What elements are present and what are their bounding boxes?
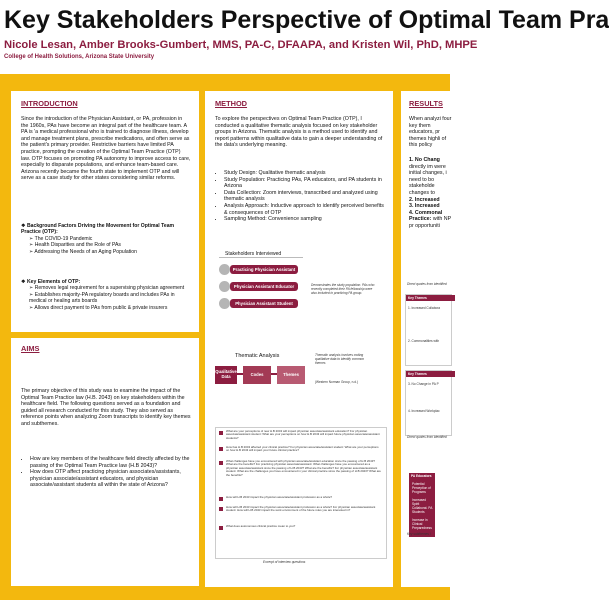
results-heading: RESULTS	[409, 99, 443, 108]
method-bullet: • Study Population: Practicing PAs, PA educators, and PA students in Arizona	[224, 177, 385, 190]
stakeholders-figure	[219, 257, 303, 328]
elements-heading: ❖ Key Elements of OTP:	[21, 279, 81, 285]
movement-item: ➢ The COVID-19 Pandemic	[29, 235, 93, 242]
poster-authors: Nicole Lesan, Amber Brooks-Gumbert, MMS, PA-C, DFAAPA, and Kristen Wil, PhD, MHPE	[4, 39, 478, 51]
introduction-body: Since the introduction of the Physician Assistant, or PA, profession in the 1960s, PAs have become an integral part of the healthcare team. A PA is 'a medical professional who is trained to diagnose illness, develop and manage treatment plans, prescribe medications, and often serve as the patient's primary provider. Restrictive barriers have limited PA practice, prompting the creation of the Optimal Team Practice (OTP) law. OTP focuses on promoting PA autonomy to improve access to care, especially to disparate populations, and enhance team-based care. Arizona recently became the fourth state to implement OTP and will serve as a case study for other states considering similar reforms.	[21, 116, 191, 182]
question-marker-icon	[219, 507, 223, 511]
table-header: Key Themes	[406, 295, 455, 301]
results-quote-caption: Direct quotes from identified	[407, 435, 447, 439]
subtheme-item: Potential Perception of Programs	[412, 482, 431, 494]
thematic-analysis-citation: (Western Norman Group, n.d.)	[315, 380, 358, 384]
table-row: 2. Commonalities with	[408, 339, 440, 343]
results-panel	[401, 91, 450, 587]
ta-step-codes: Codes	[250, 372, 264, 377]
result-theme: 1. No Chang directly im were initial changes, i need to bo stakeholde changes to	[409, 157, 447, 196]
stakeholder-icon	[219, 298, 230, 309]
aims-question: • How does OTP affect practicing physician associates/assistants, physician associate/assistant educators, and physician associate/assistant students all within the state of Arizona?	[30, 469, 193, 489]
poster-header	[0, 0, 609, 74]
introduction-heading: INTRODUCTION	[21, 99, 78, 108]
method-heading: METHOD	[215, 99, 248, 108]
method-bullets	[215, 170, 385, 223]
stakeholder-icon	[219, 281, 230, 292]
elements-item: ➢ Establishes majority-PA regulatory boards and includes PAs in medical or healing arts boards	[29, 291, 175, 305]
movement-item: ➢ Addressing the Needs of an Aging Population	[29, 248, 137, 255]
aims-heading: AIMS	[21, 344, 40, 353]
stakeholder-pa-student: Physician Assistant Student	[230, 299, 298, 308]
table-row: 3. No Change in PA P	[408, 382, 439, 386]
interview-question: How will H.B 2043 impact the physician associate/assistant profession as a whole? For physician associate/assistant student: How will H.B 2043 impact the work environment of the future roles you are interested in?	[226, 505, 376, 513]
interview-questions-box	[215, 427, 387, 559]
subtheme-item: Increased Spirit Collaborat. PA Students	[412, 498, 433, 514]
method-bullet: • Analysis Approach: Inductive approach to identify perceived benefits & consequences of OTP	[224, 203, 385, 216]
question-marker-icon	[219, 431, 223, 435]
question-marker-icon	[219, 447, 223, 451]
ta-step-themes: Themes	[283, 372, 299, 377]
subthemes-title: PA Educators	[411, 474, 432, 478]
key-themes-table-1	[405, 294, 452, 366]
movement-heading: ❖ Background Factors Driving the Movement for Optimal Team Practice (OTP):	[21, 223, 175, 236]
interview-question: What are your perceptions of new H.B 2043 will impact physician associate/assistant education? For physician associate/assistant student: What are your perceptions on how H.B 2043 will impact future physician associate/assistant students?	[226, 429, 380, 440]
table-row: 1. Increased Collabora	[408, 306, 441, 310]
result-theme: 4. Commonal Practice: with NP pr opportuniti	[409, 209, 452, 229]
poster-affiliation: College of Health Solutions, Arizona State University	[4, 54, 155, 60]
question-marker-icon	[219, 461, 223, 465]
ta-step-qualitative-data: Qualitative Data	[215, 369, 237, 379]
key-themes-table-2	[405, 370, 452, 436]
question-marker-icon	[219, 497, 223, 501]
introduction-panel	[11, 91, 199, 332]
aims-question: • How are key members of the healthcare field directly affected by the passing of the Optimal Team Practice law (H.B 2043)?	[30, 456, 193, 469]
aims-body: The primary objective of this study was to examine the impact of the Optimal Team Practice law (H.B. 2043) on key stakeholders within the healthcare field. The following questions served as a foundation and guided all research conducted for this study. They also served as reference points when analyzing Zoom transcripts to identify key themes and subthemes.	[21, 388, 191, 427]
method-bullet: • Sampling Method: Convenience sampling	[224, 216, 385, 223]
subtheme-item: Increase in Clinical Preparedness	[412, 518, 432, 530]
question-marker-icon	[219, 526, 223, 530]
poster-title: Key Stakeholders Perspective of Optimal Team Pra	[4, 6, 609, 34]
interview-question: How has H.B 2043 affected your clinical practice? For physician associate/assistant student: What are your perceptions on how H.B 2043 will impact your future clinical practice?	[226, 445, 379, 453]
results-body: When analyzi four key them educators, pr themes highli of this policy	[409, 116, 452, 149]
movement-block	[21, 223, 193, 255]
elements-item: ➢ Allows direct payment to PAs from public & private insurers	[29, 304, 168, 311]
method-panel	[205, 91, 393, 587]
elements-block	[21, 279, 193, 311]
results-themes	[409, 157, 454, 230]
stakeholder-practicing-pa: Practicing Physician Assistant	[230, 265, 298, 274]
method-body: To explore the perspectives on Optimal Team Practice (OTP), I conducted a qualitative thematic analysis focused on key stakeholder groups in Arizona. Thematic analysis is a method used to identify and report patterns within qualitative data to gain a deeper understanding of the data's underlying meaning.	[215, 116, 383, 149]
elements-item: ➢ Removes legal requirement for a supervising physician agreement	[29, 285, 185, 292]
thematic-analysis-figure	[215, 363, 307, 389]
results-quote-caption: Direct quotes from identified	[407, 282, 447, 286]
method-bullet: • Study Design: Qualitative thematic analysis	[224, 170, 385, 177]
table-header: Key Themes	[406, 371, 455, 377]
interview-questions-caption: Excerpt of interview questions	[263, 560, 306, 564]
method-bullet: • Data Collection: Zoom interviews, transcribed and analyzed using thematic analysis	[224, 190, 385, 203]
stakeholders-title: Stakeholders Interviewed	[225, 251, 282, 257]
subthemes-figure	[409, 473, 435, 537]
stakeholders-note: Demonstrates the study population. PAs who recently completed their PA fellowship were also included in practicing PA group.	[311, 283, 375, 295]
stakeholder-pa-educator: Physician Assistant Educator	[230, 282, 298, 291]
result-theme: 3. Increased	[409, 203, 440, 210]
aims-panel	[11, 338, 199, 586]
movement-item: ➢ Health Disparities and the Role of PAs	[29, 242, 121, 249]
interview-question: What does autonomous clinical practice mean to you?	[226, 524, 296, 528]
subthemes-caption: Key subthemes i	[407, 532, 431, 536]
stakeholder-icon	[219, 264, 230, 275]
thematic-analysis-title: Thematic Analysis	[235, 353, 280, 359]
table-row: 4. Increased Workplac	[408, 409, 440, 413]
interview-question: How will H.B 2043 impact the physician associate/assistant profession as a whole?	[226, 495, 333, 499]
thematic-analysis-note: Thematic analysis involves coding qualitative data to identify common themes	[315, 353, 365, 365]
result-theme: 2. Increased	[409, 196, 440, 203]
interview-question: What challenges have you encountered with physician associate/assistant education since the passing of H.B 2043? What are the benefits? For practicing physician associate/assistant: What challenges have you encountered as a physician associate/assistant since the passing of H.B 2043? What are the benefits? For physician associate/assistant student: What are the challenges you have encountered in your clinical practice since the passing of H.B 2043? What are the benefits?	[226, 459, 381, 477]
aims-questions	[21, 456, 193, 489]
